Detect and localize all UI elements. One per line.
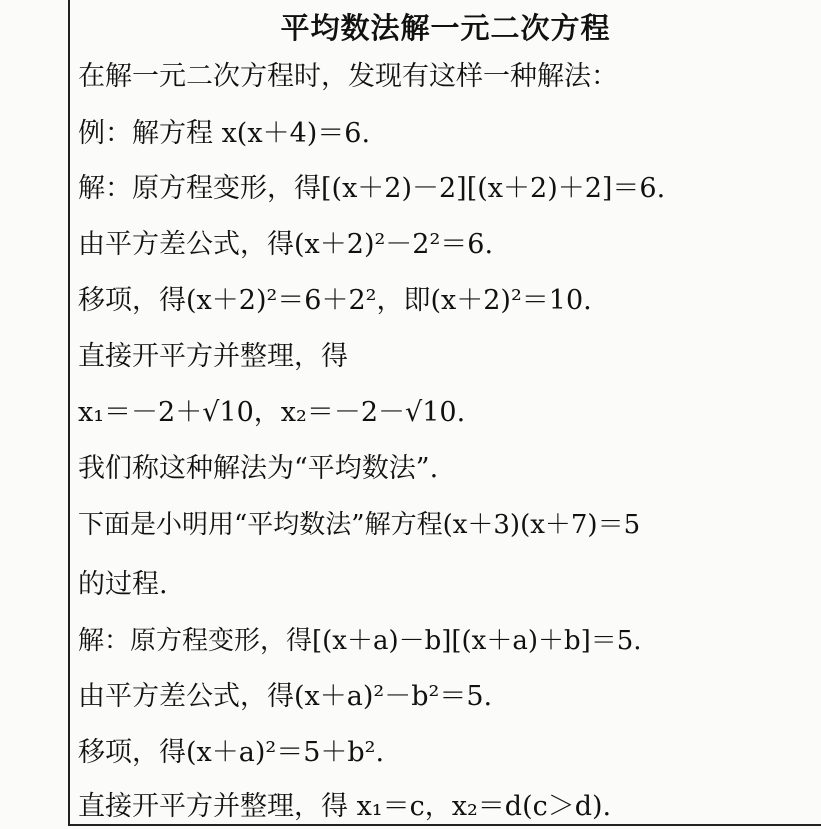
text-line-7: x₁＝－2＋√10，x₂＝－2－√10. xyxy=(78,397,466,428)
text-line-12: 由平方差公式，得(x＋a)²－b²＝5. xyxy=(78,681,493,712)
text-line-5: 移项，得(x＋2)²＝6＋2²，即(x＋2)²＝10. xyxy=(78,285,592,316)
document-title: 平均数法解一元二次方程 xyxy=(280,11,611,45)
text-line-14: 直接开平方并整理，得 x₁＝c，x₂＝d(c＞d). xyxy=(78,791,612,822)
text-line-10: 的过程. xyxy=(78,569,168,600)
text-line-4: 由平方差公式，得(x＋2)²－2²＝6. xyxy=(78,229,494,260)
text-line-11: 解：原方程变形，得[(x＋a)－b][(x＋a)＋b]＝5. xyxy=(78,626,642,656)
text-line-8: 我们称这种解法为“平均数法”. xyxy=(78,453,439,484)
text-line-9: 下面是小明用“平均数法”解方程(x＋3)(x＋7)＝5 xyxy=(78,510,641,540)
text-line-3: 解：原方程变形，得[(x＋2)－2][(x＋2)＋2]＝6. xyxy=(78,173,666,204)
text-line-6: 直接开平方并整理，得 xyxy=(78,341,348,372)
text-line-1: 在解一元二次方程时，发现有这样一种解法： xyxy=(78,61,618,92)
text-line-13: 移项，得(x＋a)²＝5＋b². xyxy=(78,737,385,768)
text-line-2: 例：解方程 x(x＋4)＝6. xyxy=(78,118,371,149)
problem-box xyxy=(68,0,821,826)
